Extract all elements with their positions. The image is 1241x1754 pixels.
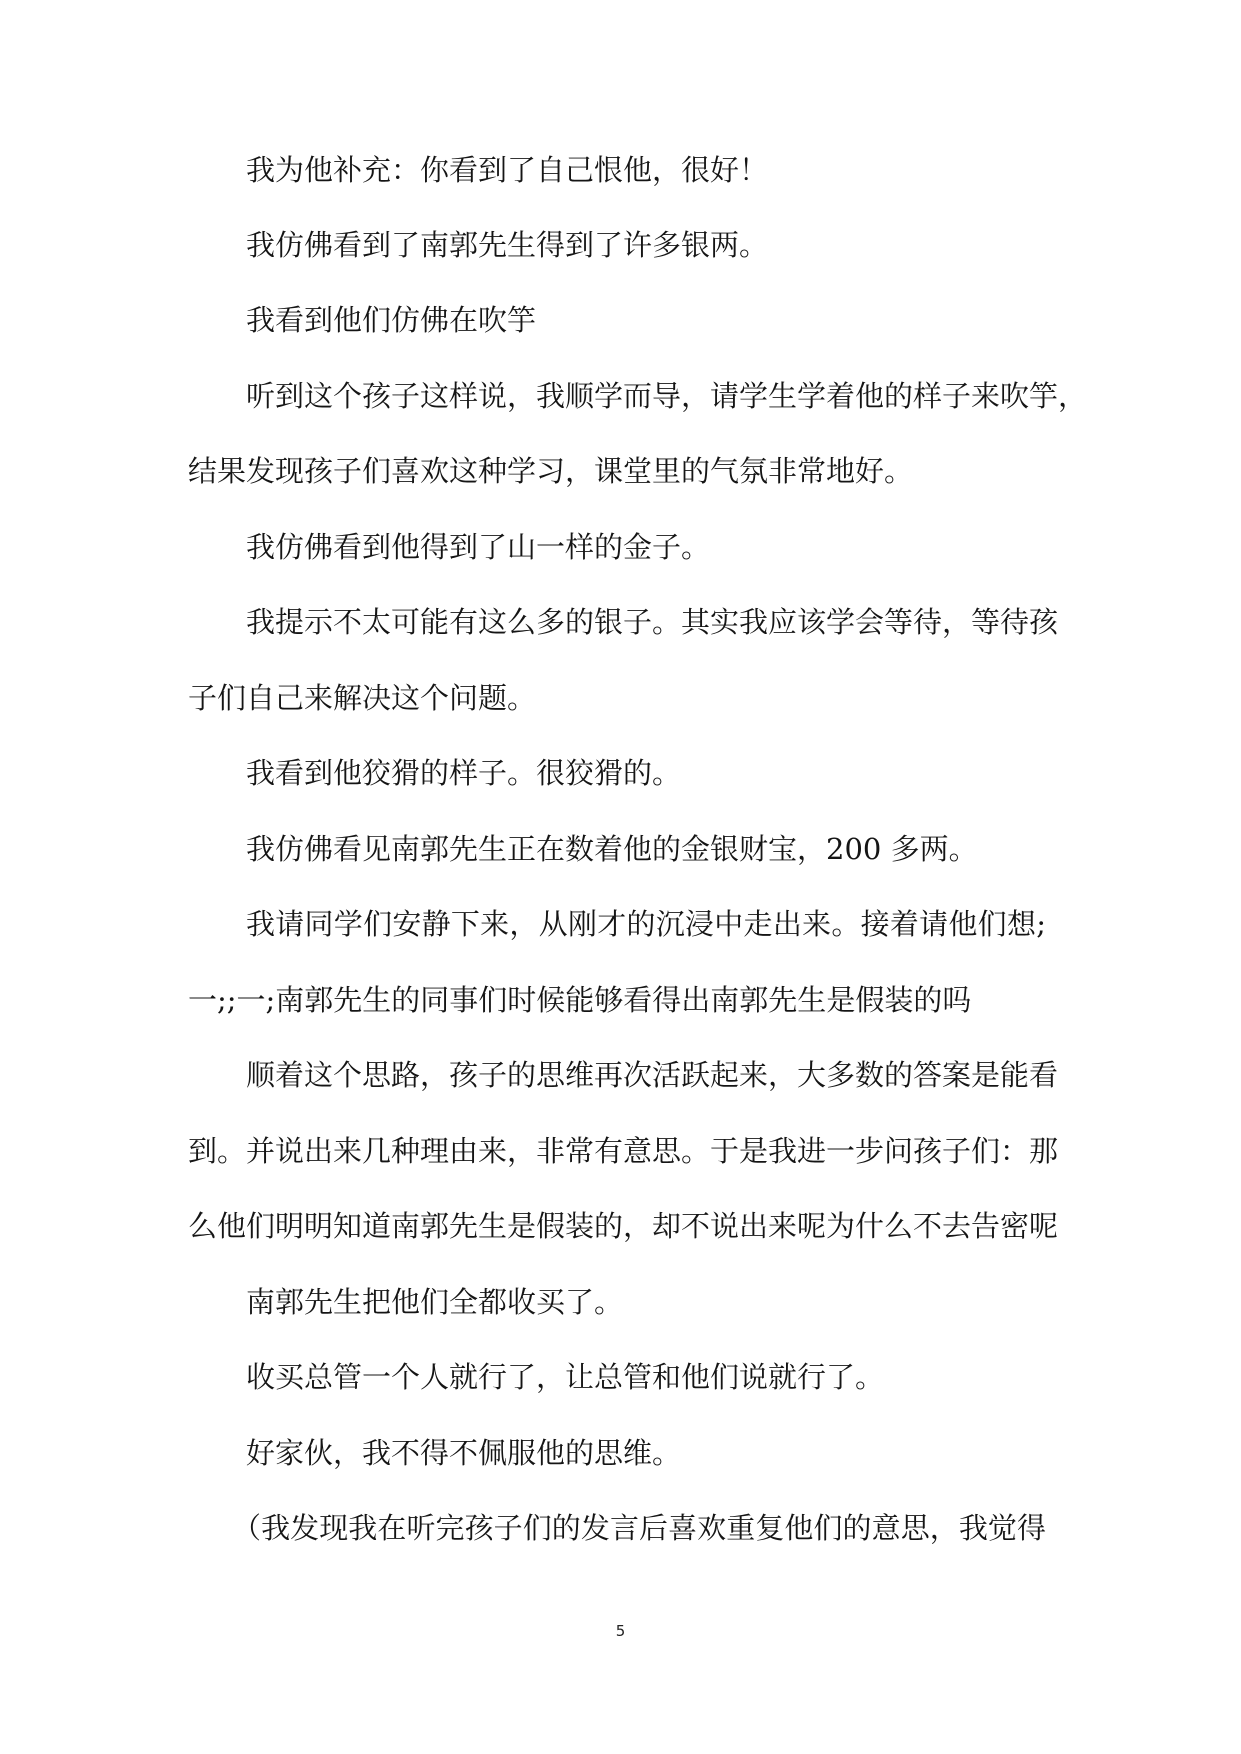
page-number: 5: [615, 1622, 626, 1640]
paragraph-line: 我请同学们安静下来，从刚才的沉浸中走出来。接着请他们想;: [246, 907, 1046, 941]
paragraph-line: 到。并说出来几种理由来，非常有意思。于是我进一步问孩子们：那: [188, 1134, 1059, 1168]
paragraph-line: 我看到他们仿佛在吹竽: [246, 303, 537, 337]
paragraph-line: 子们自己来解决这个问题。: [188, 681, 537, 715]
paragraph-line: 顺着这个思路，孩子的思维再次活跃起来，大多数的答案是能看: [246, 1058, 1059, 1092]
paragraph-line: 我提示不太可能有这么多的银子。其实我应该学会等待，等待孩: [246, 605, 1059, 639]
paragraph-line: 我仿佛看到了南郭先生得到了许多银两。: [246, 228, 769, 262]
paragraph-line: 我看到他狡猾的样子。很狡猾的。: [246, 756, 682, 790]
paragraph-line: 一;;一;南郭先生的同事们时候能够看得出南郭先生是假装的吗: [188, 983, 972, 1017]
paragraph-line: 南郭先生把他们全都收买了。: [246, 1285, 624, 1319]
paragraph-line: 么他们明明知道南郭先生是假装的，却不说出来呢为什么不去告密呢: [188, 1209, 1059, 1243]
paragraph-line: 收买总管一个人就行了，让总管和他们说就行了。: [246, 1360, 885, 1394]
paragraph-line: 好家伙，我不得不佩服他的思维。: [246, 1436, 682, 1470]
paragraph-line: 听到这个孩子这样说，我顺学而导，请学生学着他的样子来吹竽，: [246, 379, 1088, 413]
paragraph-line: （我发现我在听完孩子们的发言后喜欢重复他们的意思，我觉得: [232, 1511, 1046, 1545]
paragraph-line: 我仿佛看到他得到了山一样的金子。: [246, 530, 711, 564]
paragraph-line: 我仿佛看见南郭先生正在数着他的金银财宝，200 多两。: [246, 832, 978, 866]
paragraph-line: 我为他补充：你看到了自己恨他，很好！: [246, 153, 769, 187]
paragraph-line: 结果发现孩子们喜欢这种学习，课堂里的气氛非常地好。: [188, 454, 914, 488]
